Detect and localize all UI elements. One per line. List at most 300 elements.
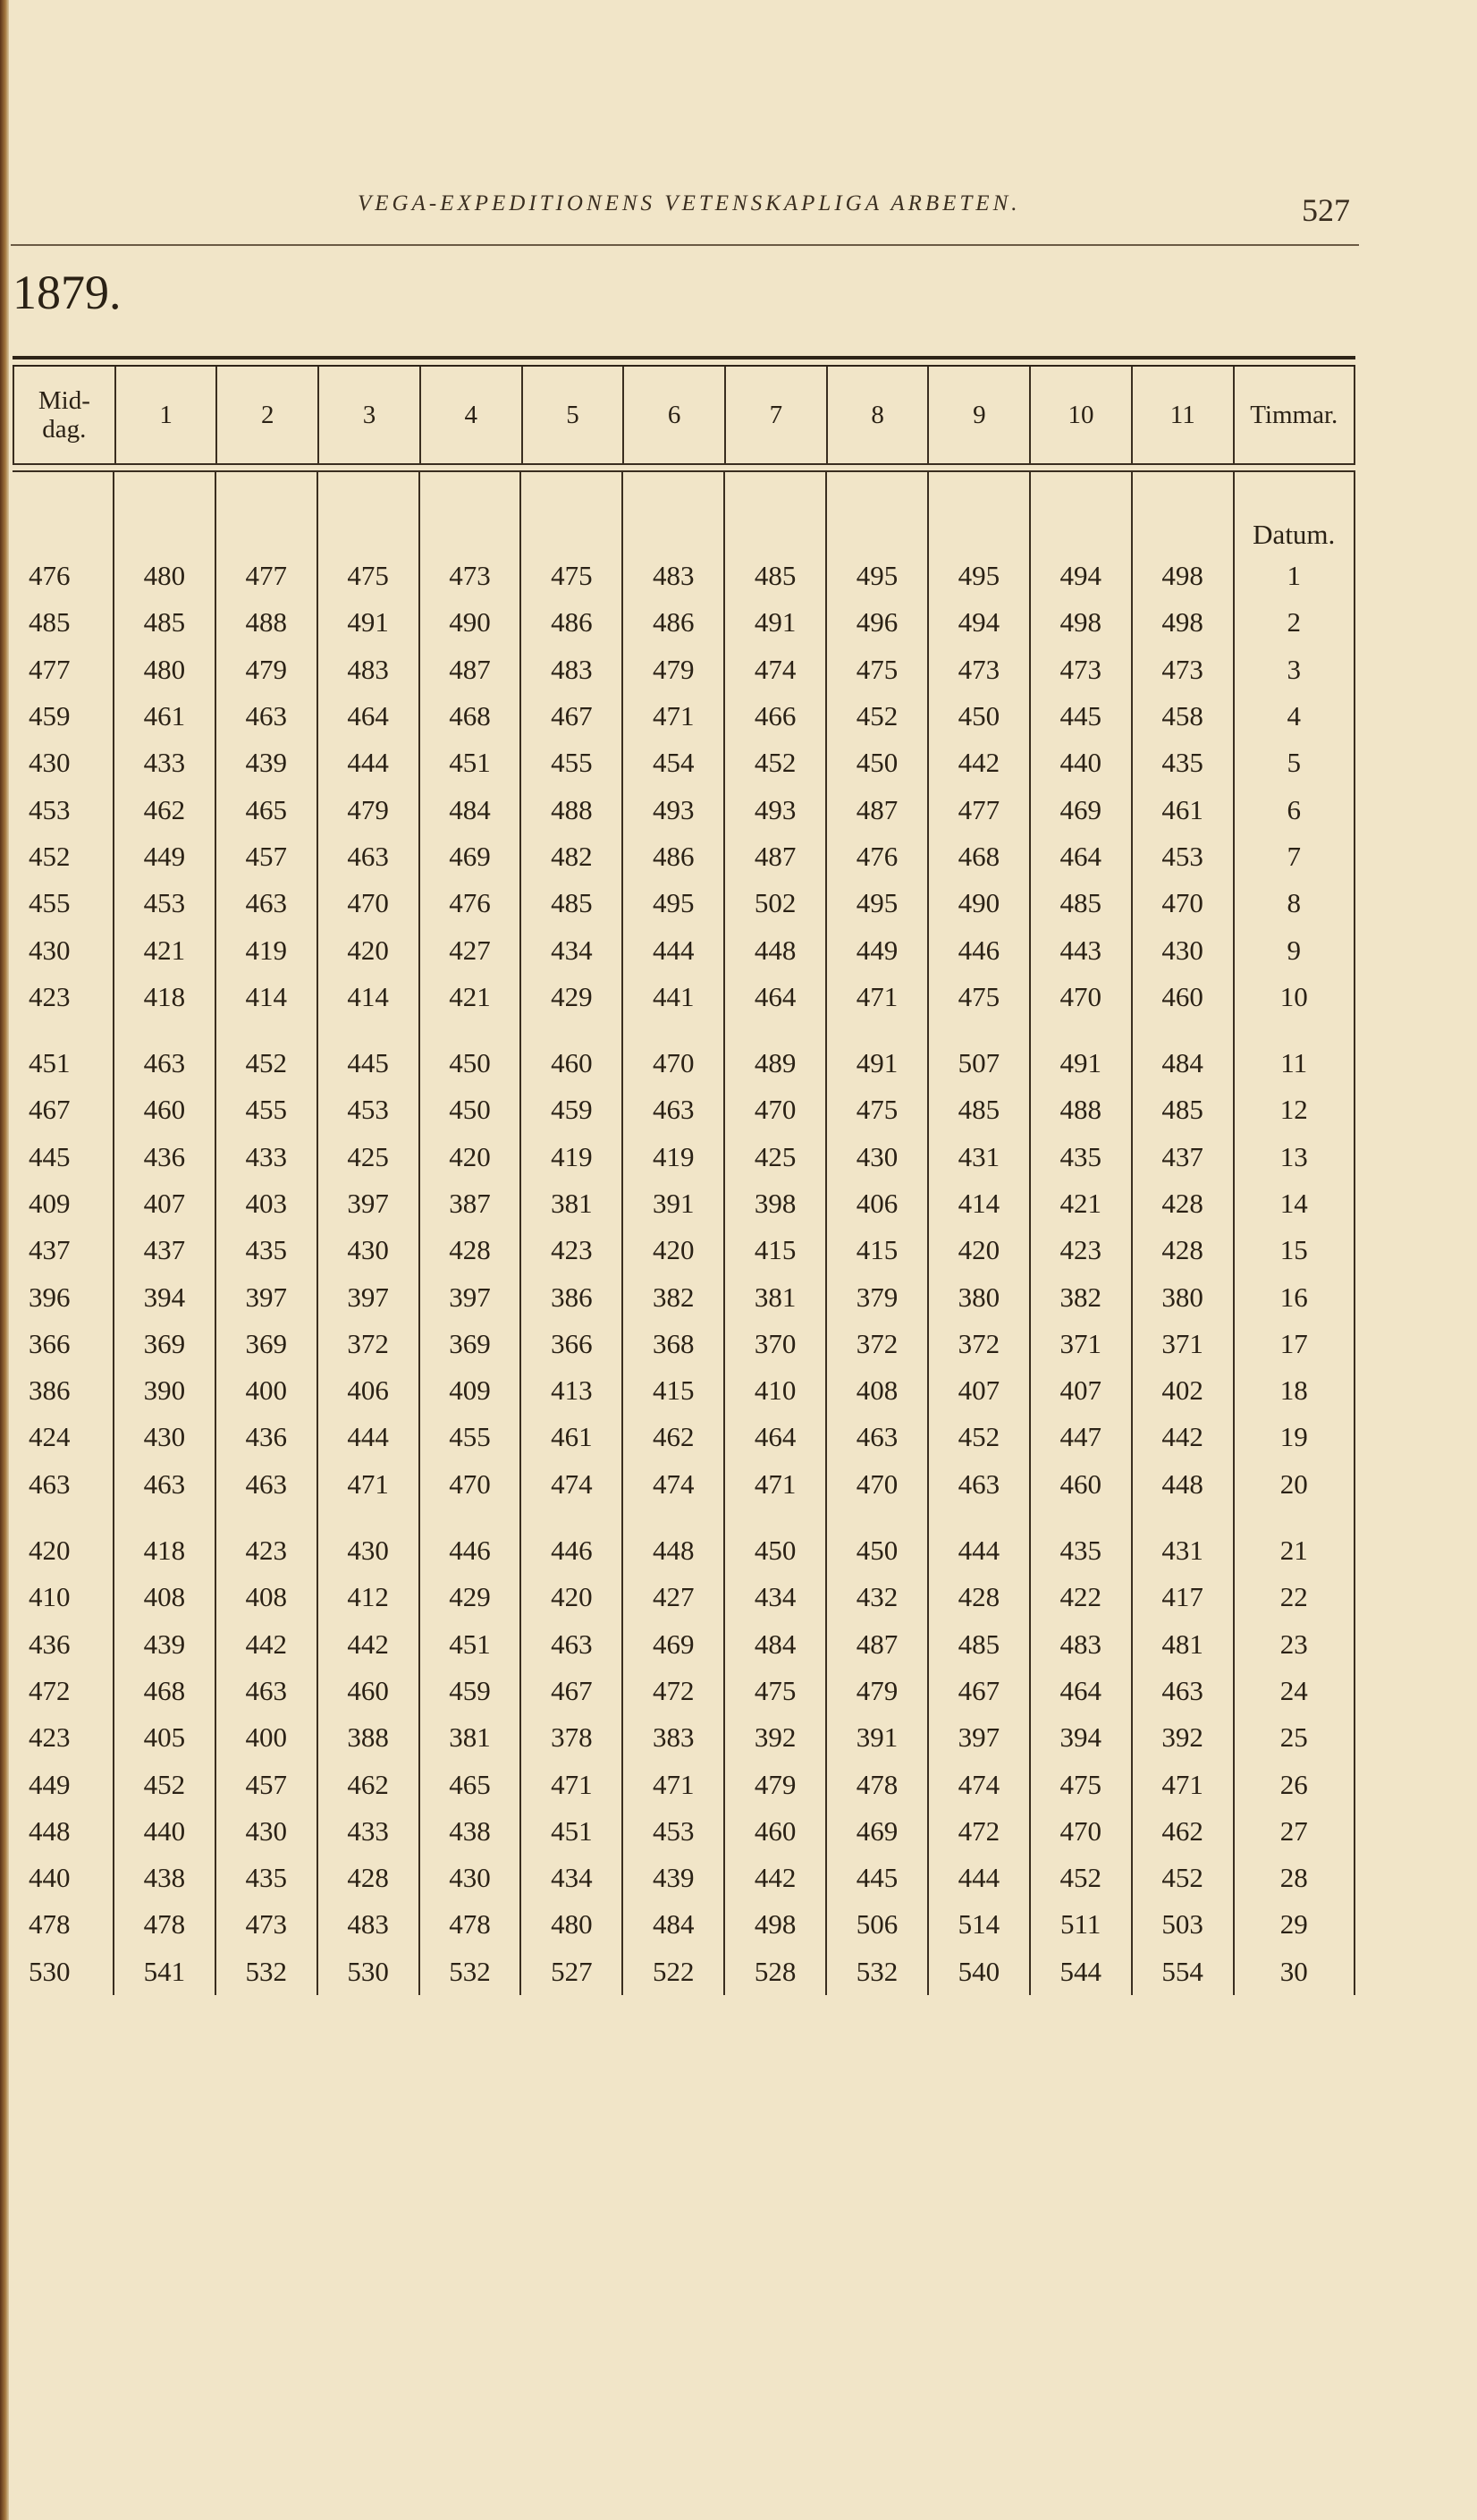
value-cell: 423 <box>245 1535 287 1567</box>
value-cell: 448 <box>1161 1467 1203 1500</box>
value-cell: 459 <box>29 700 71 732</box>
value-cell: 382 <box>1059 1281 1101 1313</box>
value-cell: 457 <box>245 840 287 872</box>
value-cell: 436 <box>143 1140 186 1172</box>
value-cell: 485 <box>551 887 593 919</box>
value-cell: 425 <box>347 1140 389 1172</box>
datum-cell: 19 <box>1279 1421 1308 1453</box>
datum-cell: 14 <box>1279 1188 1308 1219</box>
value-cell: 495 <box>958 560 1000 592</box>
value-cell: 485 <box>1059 887 1101 919</box>
col-header-hour: 4 <box>421 367 523 463</box>
datum-cell: 17 <box>1279 1327 1308 1359</box>
value-cell: 475 <box>347 560 389 592</box>
value-cell: 463 <box>245 1467 287 1500</box>
value-cell: 488 <box>551 793 593 825</box>
value-cell: 494 <box>1059 560 1101 592</box>
value-cell: 430 <box>245 1814 287 1847</box>
value-cell: 408 <box>245 1581 287 1613</box>
value-cell: 428 <box>958 1581 1000 1613</box>
value-cell: 371 <box>1059 1327 1101 1359</box>
datum-cell: 16 <box>1279 1281 1308 1313</box>
value-cell: 478 <box>143 1908 186 1941</box>
value-cell: 486 <box>652 840 695 872</box>
value-cell: 452 <box>1161 1862 1203 1894</box>
value-cell: 407 <box>958 1374 1000 1407</box>
value-cell: 453 <box>143 887 186 919</box>
value-cell: 371 <box>1161 1327 1203 1359</box>
value-cell: 415 <box>856 1234 899 1266</box>
value-cell: 410 <box>754 1374 797 1407</box>
value-cell: 381 <box>551 1188 593 1219</box>
value-cell: 465 <box>449 1768 491 1800</box>
value-cell: 450 <box>958 700 1000 732</box>
value-cell: 450 <box>449 1047 491 1079</box>
value-cell: 463 <box>143 1467 186 1500</box>
datum-cell: 9 <box>1287 934 1301 966</box>
value-cell: 479 <box>245 653 287 685</box>
value-cell: 420 <box>449 1140 491 1172</box>
value-cell: 403 <box>245 1188 287 1219</box>
running-head: VEGA-EXPEDITIONENS VETENSKAPLIGA ARBETEN. <box>358 191 1021 216</box>
value-cell: 471 <box>347 1467 389 1500</box>
value-cell: 486 <box>652 606 695 638</box>
value-cell: 419 <box>245 934 287 966</box>
value-cell: 460 <box>143 1094 186 1126</box>
datum-label: Datum. <box>1253 519 1336 550</box>
value-cell: 462 <box>347 1768 389 1800</box>
datum-cell: 18 <box>1279 1374 1308 1407</box>
value-cell: 423 <box>29 980 71 1012</box>
datum-cell: 21 <box>1279 1535 1308 1567</box>
datum-cell: 23 <box>1279 1628 1308 1660</box>
value-cell: 460 <box>551 1047 593 1079</box>
datum-cell: 24 <box>1279 1674 1308 1706</box>
datum-cell: 25 <box>1279 1721 1308 1754</box>
value-cell: 450 <box>856 747 899 779</box>
value-cell: 430 <box>856 1140 899 1172</box>
value-cell: 433 <box>347 1814 389 1847</box>
value-cell: 445 <box>29 1140 71 1172</box>
datum-cell: 5 <box>1287 747 1301 779</box>
value-cell: 451 <box>551 1814 593 1847</box>
value-cell: 446 <box>449 1535 491 1567</box>
value-cell: 442 <box>1161 1421 1203 1453</box>
datum-cell: 28 <box>1279 1862 1308 1894</box>
value-cell: 378 <box>551 1721 593 1754</box>
value-cell: 472 <box>29 1674 71 1706</box>
value-cell: 468 <box>958 840 1000 872</box>
col-header-hour: 10 <box>1031 367 1133 463</box>
value-cell: 397 <box>347 1188 389 1219</box>
datum-cell: 15 <box>1279 1234 1308 1266</box>
value-cell: 532 <box>245 1955 287 1987</box>
value-cell: 476 <box>449 887 491 919</box>
value-cell: 479 <box>754 1768 797 1800</box>
value-cell: 463 <box>652 1094 695 1126</box>
value-cell: 481 <box>1161 1628 1203 1660</box>
value-cell: 468 <box>143 1674 186 1706</box>
value-cell: 475 <box>856 1094 899 1126</box>
value-cell: 476 <box>29 560 71 592</box>
value-cell: 434 <box>551 1862 593 1894</box>
value-cell: 430 <box>1161 934 1203 966</box>
value-cell: 464 <box>754 1421 797 1453</box>
value-cell: 452 <box>245 1047 287 1079</box>
value-cell: 493 <box>754 793 797 825</box>
value-cell: 438 <box>143 1862 186 1894</box>
value-cell: 498 <box>1059 606 1101 638</box>
value-cell: 453 <box>1161 840 1203 872</box>
value-cell: 445 <box>347 1047 389 1079</box>
value-cell: 489 <box>754 1047 797 1079</box>
value-cell: 461 <box>1161 793 1203 825</box>
value-cell: 530 <box>29 1955 71 1987</box>
value-cell: 485 <box>1161 1094 1203 1126</box>
value-cell: 460 <box>754 1814 797 1847</box>
value-cell: 487 <box>856 793 899 825</box>
value-cell: 435 <box>245 1862 287 1894</box>
value-cell: 453 <box>652 1814 695 1847</box>
value-cell: 381 <box>449 1721 491 1754</box>
value-cell: 466 <box>754 700 797 732</box>
value-cell: 436 <box>245 1421 287 1453</box>
value-cell: 452 <box>143 1768 186 1800</box>
value-cell: 463 <box>347 840 389 872</box>
value-cell: 409 <box>449 1374 491 1407</box>
value-cell: 470 <box>1059 980 1101 1012</box>
value-cell: 392 <box>754 1721 797 1754</box>
value-cell: 471 <box>652 1768 695 1800</box>
value-cell: 485 <box>143 606 186 638</box>
datum-cell: 11 <box>1280 1047 1308 1079</box>
value-cell: 394 <box>143 1281 186 1313</box>
value-cell: 429 <box>449 1581 491 1613</box>
value-cell: 455 <box>29 887 71 919</box>
value-column <box>623 472 725 1995</box>
value-cell: 418 <box>143 1535 186 1567</box>
value-cell: 444 <box>347 747 389 779</box>
value-cell: 410 <box>29 1581 71 1613</box>
value-cell: 463 <box>551 1628 593 1660</box>
datum-cell: 4 <box>1287 700 1301 732</box>
value-cell: 412 <box>347 1581 389 1613</box>
value-cell: 430 <box>143 1421 186 1453</box>
value-cell: 498 <box>754 1908 797 1941</box>
value-cell: 470 <box>1059 1814 1101 1847</box>
value-cell: 366 <box>29 1327 71 1359</box>
value-cell: 448 <box>29 1814 71 1847</box>
value-cell: 488 <box>1059 1094 1101 1126</box>
value-cell: 398 <box>754 1188 797 1219</box>
value-cell: 468 <box>449 700 491 732</box>
value-cell: 451 <box>449 747 491 779</box>
value-cell: 430 <box>347 1535 389 1567</box>
value-cell: 463 <box>245 887 287 919</box>
value-cell: 479 <box>652 653 695 685</box>
value-cell: 484 <box>652 1908 695 1941</box>
value-cell: 483 <box>1059 1628 1101 1660</box>
value-cell: 451 <box>449 1628 491 1660</box>
value-cell: 394 <box>1059 1721 1101 1754</box>
table-body <box>13 472 1355 1995</box>
value-cell: 498 <box>1161 606 1203 638</box>
value-cell: 496 <box>856 606 899 638</box>
value-cell: 442 <box>754 1862 797 1894</box>
value-cell: 431 <box>958 1140 1000 1172</box>
value-cell: 475 <box>958 980 1000 1012</box>
value-cell: 470 <box>449 1467 491 1500</box>
value-cell: 429 <box>551 980 593 1012</box>
value-cell: 369 <box>245 1327 287 1359</box>
value-cell: 462 <box>143 793 186 825</box>
value-cell: 472 <box>958 1814 1000 1847</box>
value-cell: 370 <box>754 1327 797 1359</box>
value-column <box>1133 472 1235 1995</box>
value-cell: 407 <box>143 1188 186 1219</box>
value-cell: 473 <box>449 560 491 592</box>
value-cell: 372 <box>856 1327 899 1359</box>
value-cell: 452 <box>29 840 71 872</box>
col-header-hour: 7 <box>726 367 828 463</box>
value-cell: 463 <box>958 1467 1000 1500</box>
value-cell: 494 <box>958 606 1000 638</box>
value-cell: 503 <box>1161 1908 1203 1941</box>
value-cell: 455 <box>245 1094 287 1126</box>
value-cell: 428 <box>1161 1188 1203 1219</box>
value-cell: 507 <box>958 1047 1000 1079</box>
value-cell: 474 <box>652 1467 695 1500</box>
value-cell: 427 <box>449 934 491 966</box>
value-column <box>827 472 929 1995</box>
value-cell: 463 <box>245 700 287 732</box>
value-cell: 408 <box>143 1581 186 1613</box>
value-cell: 458 <box>1161 700 1203 732</box>
value-cell: 414 <box>958 1188 1000 1219</box>
value-cell: 495 <box>652 887 695 919</box>
value-cell: 488 <box>245 606 287 638</box>
value-cell: 439 <box>143 1628 186 1660</box>
value-cell: 475 <box>856 653 899 685</box>
value-cell: 479 <box>856 1674 899 1706</box>
value-cell: 469 <box>1059 793 1101 825</box>
value-cell: 445 <box>1059 700 1101 732</box>
value-cell: 449 <box>29 1768 71 1800</box>
value-cell: 487 <box>856 1628 899 1660</box>
value-cell: 447 <box>1059 1421 1101 1453</box>
value-cell: 457 <box>245 1768 287 1800</box>
value-cell: 540 <box>958 1955 1000 1987</box>
value-cell: 471 <box>856 980 899 1012</box>
value-cell: 454 <box>652 747 695 779</box>
value-cell: 448 <box>754 934 797 966</box>
value-cell: 470 <box>1161 887 1203 919</box>
value-cell: 483 <box>347 1908 389 1941</box>
value-cell: 372 <box>958 1327 1000 1359</box>
value-cell: 421 <box>1059 1188 1101 1219</box>
value-cell: 472 <box>652 1674 695 1706</box>
value-cell: 478 <box>29 1908 71 1941</box>
value-cell: 532 <box>449 1955 491 1987</box>
header-bottom-rule <box>13 465 1355 472</box>
value-cell: 467 <box>958 1674 1000 1706</box>
value-cell: 461 <box>143 700 186 732</box>
col-header-hour: 2 <box>217 367 319 463</box>
value-cell: 484 <box>449 793 491 825</box>
value-cell: 380 <box>958 1281 1000 1313</box>
value-cell: 442 <box>958 747 1000 779</box>
value-cell: 408 <box>856 1374 899 1407</box>
value-cell: 397 <box>958 1721 1000 1754</box>
value-cell: 464 <box>1059 1674 1101 1706</box>
value-cell: 473 <box>1161 653 1203 685</box>
value-cell: 390 <box>143 1374 186 1407</box>
datum-cell: 12 <box>1279 1094 1308 1126</box>
value-cell: 467 <box>29 1094 71 1126</box>
value-cell: 435 <box>1161 747 1203 779</box>
value-cell: 434 <box>754 1581 797 1613</box>
value-cell: 415 <box>652 1374 695 1407</box>
col-header-hour: 3 <box>319 367 421 463</box>
value-cell: 464 <box>754 980 797 1012</box>
value-cell: 414 <box>245 980 287 1012</box>
value-cell: 386 <box>551 1281 593 1313</box>
value-cell: 400 <box>245 1374 287 1407</box>
value-cell: 530 <box>347 1955 389 1987</box>
value-cell: 425 <box>754 1140 797 1172</box>
value-cell: 397 <box>245 1281 287 1313</box>
value-cell: 420 <box>29 1535 71 1567</box>
value-cell: 442 <box>245 1628 287 1660</box>
value-cell: 464 <box>1059 840 1101 872</box>
value-cell: 387 <box>449 1188 491 1219</box>
value-cell: 418 <box>143 980 186 1012</box>
value-cell: 482 <box>551 840 593 872</box>
value-column <box>318 472 420 1995</box>
value-cell: 428 <box>347 1862 389 1894</box>
value-cell: 436 <box>29 1628 71 1660</box>
value-cell: 477 <box>958 793 1000 825</box>
value-cell: 423 <box>29 1721 71 1754</box>
value-cell: 450 <box>449 1094 491 1126</box>
page-number: 527 <box>1302 192 1350 228</box>
value-cell: 463 <box>245 1674 287 1706</box>
value-cell: 406 <box>856 1188 899 1219</box>
value-cell: 514 <box>958 1908 1000 1941</box>
value-cell: 437 <box>1161 1140 1203 1172</box>
value-cell: 435 <box>1059 1535 1101 1567</box>
value-cell: 554 <box>1161 1955 1203 1987</box>
value-cell: 485 <box>29 606 71 638</box>
value-cell: 453 <box>347 1094 389 1126</box>
value-cell: 462 <box>652 1421 695 1453</box>
value-cell: 428 <box>449 1234 491 1266</box>
col-header-timmar: Timmar. <box>1235 367 1355 463</box>
value-cell: 435 <box>245 1234 287 1266</box>
value-cell: 407 <box>1059 1374 1101 1407</box>
value-cell: 487 <box>754 840 797 872</box>
value-cell: 428 <box>1161 1234 1203 1266</box>
value-cell: 474 <box>754 653 797 685</box>
value-cell: 400 <box>245 1721 287 1754</box>
col-header-hour: 1 <box>116 367 218 463</box>
value-cell: 392 <box>1161 1721 1203 1754</box>
value-cell: 445 <box>856 1862 899 1894</box>
value-cell: 527 <box>551 1955 593 1987</box>
value-cell: 475 <box>1059 1768 1101 1800</box>
value-cell: 452 <box>1059 1862 1101 1894</box>
value-cell: 433 <box>143 747 186 779</box>
book-spine-edge <box>0 0 9 2520</box>
value-cell: 422 <box>1059 1581 1101 1613</box>
value-column <box>725 472 827 1995</box>
value-cell: 485 <box>958 1628 1000 1660</box>
value-cell: 459 <box>551 1094 593 1126</box>
value-cell: 420 <box>551 1581 593 1613</box>
value-cell: 417 <box>1161 1581 1203 1613</box>
value-cell: 440 <box>29 1862 71 1894</box>
value-cell: 463 <box>856 1421 899 1453</box>
datum-cell: 7 <box>1287 840 1301 872</box>
value-cell: 483 <box>347 653 389 685</box>
value-cell: 449 <box>143 840 186 872</box>
value-cell: 469 <box>449 840 491 872</box>
value-cell: 433 <box>245 1140 287 1172</box>
value-cell: 452 <box>958 1421 1000 1453</box>
value-cell: 532 <box>856 1955 899 1987</box>
value-cell: 473 <box>245 1908 287 1941</box>
value-cell: 397 <box>347 1281 389 1313</box>
value-cell: 511 <box>1060 1908 1101 1941</box>
value-cell: 487 <box>449 653 491 685</box>
datum-cell: 29 <box>1279 1908 1308 1941</box>
value-cell: 420 <box>958 1234 1000 1266</box>
value-cell: 396 <box>29 1281 71 1313</box>
col-header-hour: 11 <box>1133 367 1235 463</box>
value-cell: 453 <box>29 793 71 825</box>
year-heading: 1879. <box>13 266 122 319</box>
value-cell: 474 <box>551 1467 593 1500</box>
value-cell: 423 <box>1059 1234 1101 1266</box>
value-cell: 444 <box>958 1535 1000 1567</box>
value-cell: 483 <box>551 653 593 685</box>
value-cell: 480 <box>551 1908 593 1941</box>
value-cell: 460 <box>1059 1467 1101 1500</box>
value-cell: 544 <box>1059 1955 1101 1987</box>
value-cell: 460 <box>347 1674 389 1706</box>
datum-cell: 22 <box>1279 1581 1308 1613</box>
value-cell: 452 <box>856 700 899 732</box>
value-cell: 469 <box>652 1628 695 1660</box>
value-cell: 473 <box>1059 653 1101 685</box>
value-cell: 471 <box>551 1768 593 1800</box>
value-cell: 421 <box>143 934 186 966</box>
value-cell: 455 <box>449 1421 491 1453</box>
col-header-middag: Mid- dag. <box>13 367 116 463</box>
value-cell: 440 <box>1059 747 1101 779</box>
value-column <box>1031 472 1133 1995</box>
value-cell: 442 <box>347 1628 389 1660</box>
datum-cell: 10 <box>1279 980 1308 1012</box>
value-cell: 430 <box>449 1862 491 1894</box>
value-cell: 406 <box>347 1374 389 1407</box>
value-column <box>114 472 216 1995</box>
value-cell: 461 <box>551 1421 593 1453</box>
value-cell: 455 <box>551 747 593 779</box>
value-cell: 480 <box>143 653 186 685</box>
datum-cell: 6 <box>1287 793 1301 825</box>
value-cell: 484 <box>1161 1047 1203 1079</box>
